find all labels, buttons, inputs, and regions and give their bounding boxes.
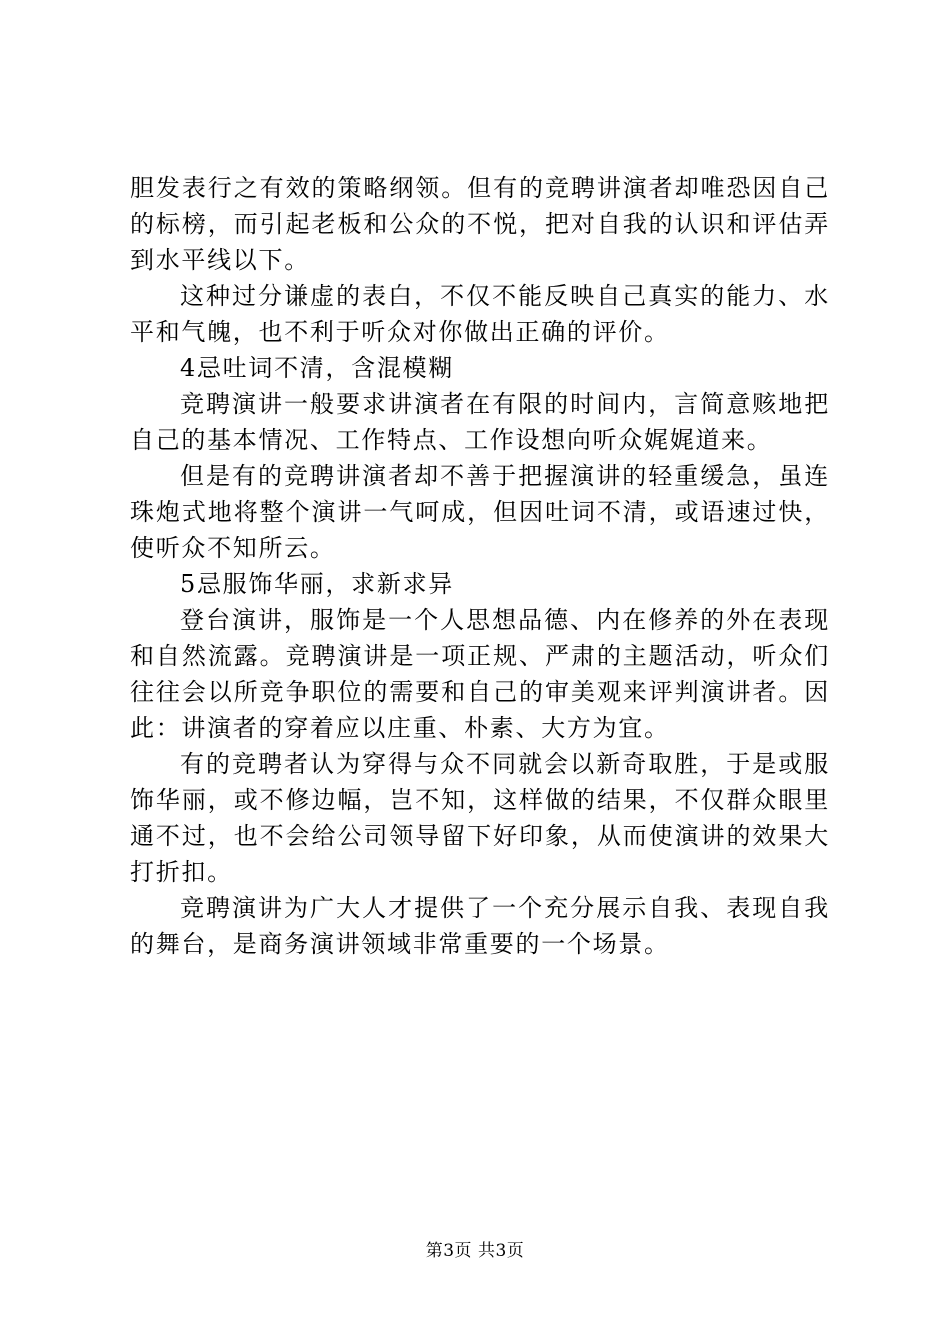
paragraph: 但是有的竞聘讲演者却不善于把握演讲的轻重缓急，虽连珠炮式地将整个演讲一气呵成，但因吐词不清，或语速过快，使听众不知所云。 xyxy=(130,462,830,562)
page-footer: 第3页 共3页 xyxy=(425,1241,525,1261)
paragraph: 竞聘演讲一般要求讲演者在有限的时间内，言简意赅地把自己的基本情况、工作特点、工作设想向听众娓娓道来。 xyxy=(130,390,830,454)
paragraph: 这种过分谦虚的表白，不仅不能反映自己真实的能力、水平和气魄，也不利于听众对你做出正确的评价。 xyxy=(130,282,830,346)
section-heading: 4忌吐词不清，含混模糊 xyxy=(180,354,454,382)
section-heading: 5忌服饰华丽，求新求异 xyxy=(180,570,454,598)
paragraph: 登台演讲，服饰是一个人思想品德、内在修养的外在表现和自然流露。竞聘演讲是一项正规、严肃的主题活动，听众们往往会以所竞争职位的需要和自己的审美观来评判演讲者。因此：讲演者的穿着应以庄重、朴素、大方为宜。 xyxy=(130,606,830,742)
document-body xyxy=(130,170,830,962)
paragraph: 有的竞聘者认为穿得与众不同就会以新奇取胜，于是或服饰华丽，或不修边幅，岂不知，这样做的结果，不仅群众眼里通不过，也不会给公司领导留下好印象，从而使演讲的效果大打折扣。 xyxy=(130,750,830,886)
paragraph: 胆发表行之有效的策略纲领。但有的竞聘讲演者却唯恐因自己的标榜，而引起老板和公众的不悦，把对自我的认识和评估弄到水平线以下。 xyxy=(130,174,830,274)
paragraph: 竞聘演讲为广大人才提供了一个充分展示自我、表现自我的舞台，是商务演讲领域非常重要的一个场景。 xyxy=(130,894,830,958)
